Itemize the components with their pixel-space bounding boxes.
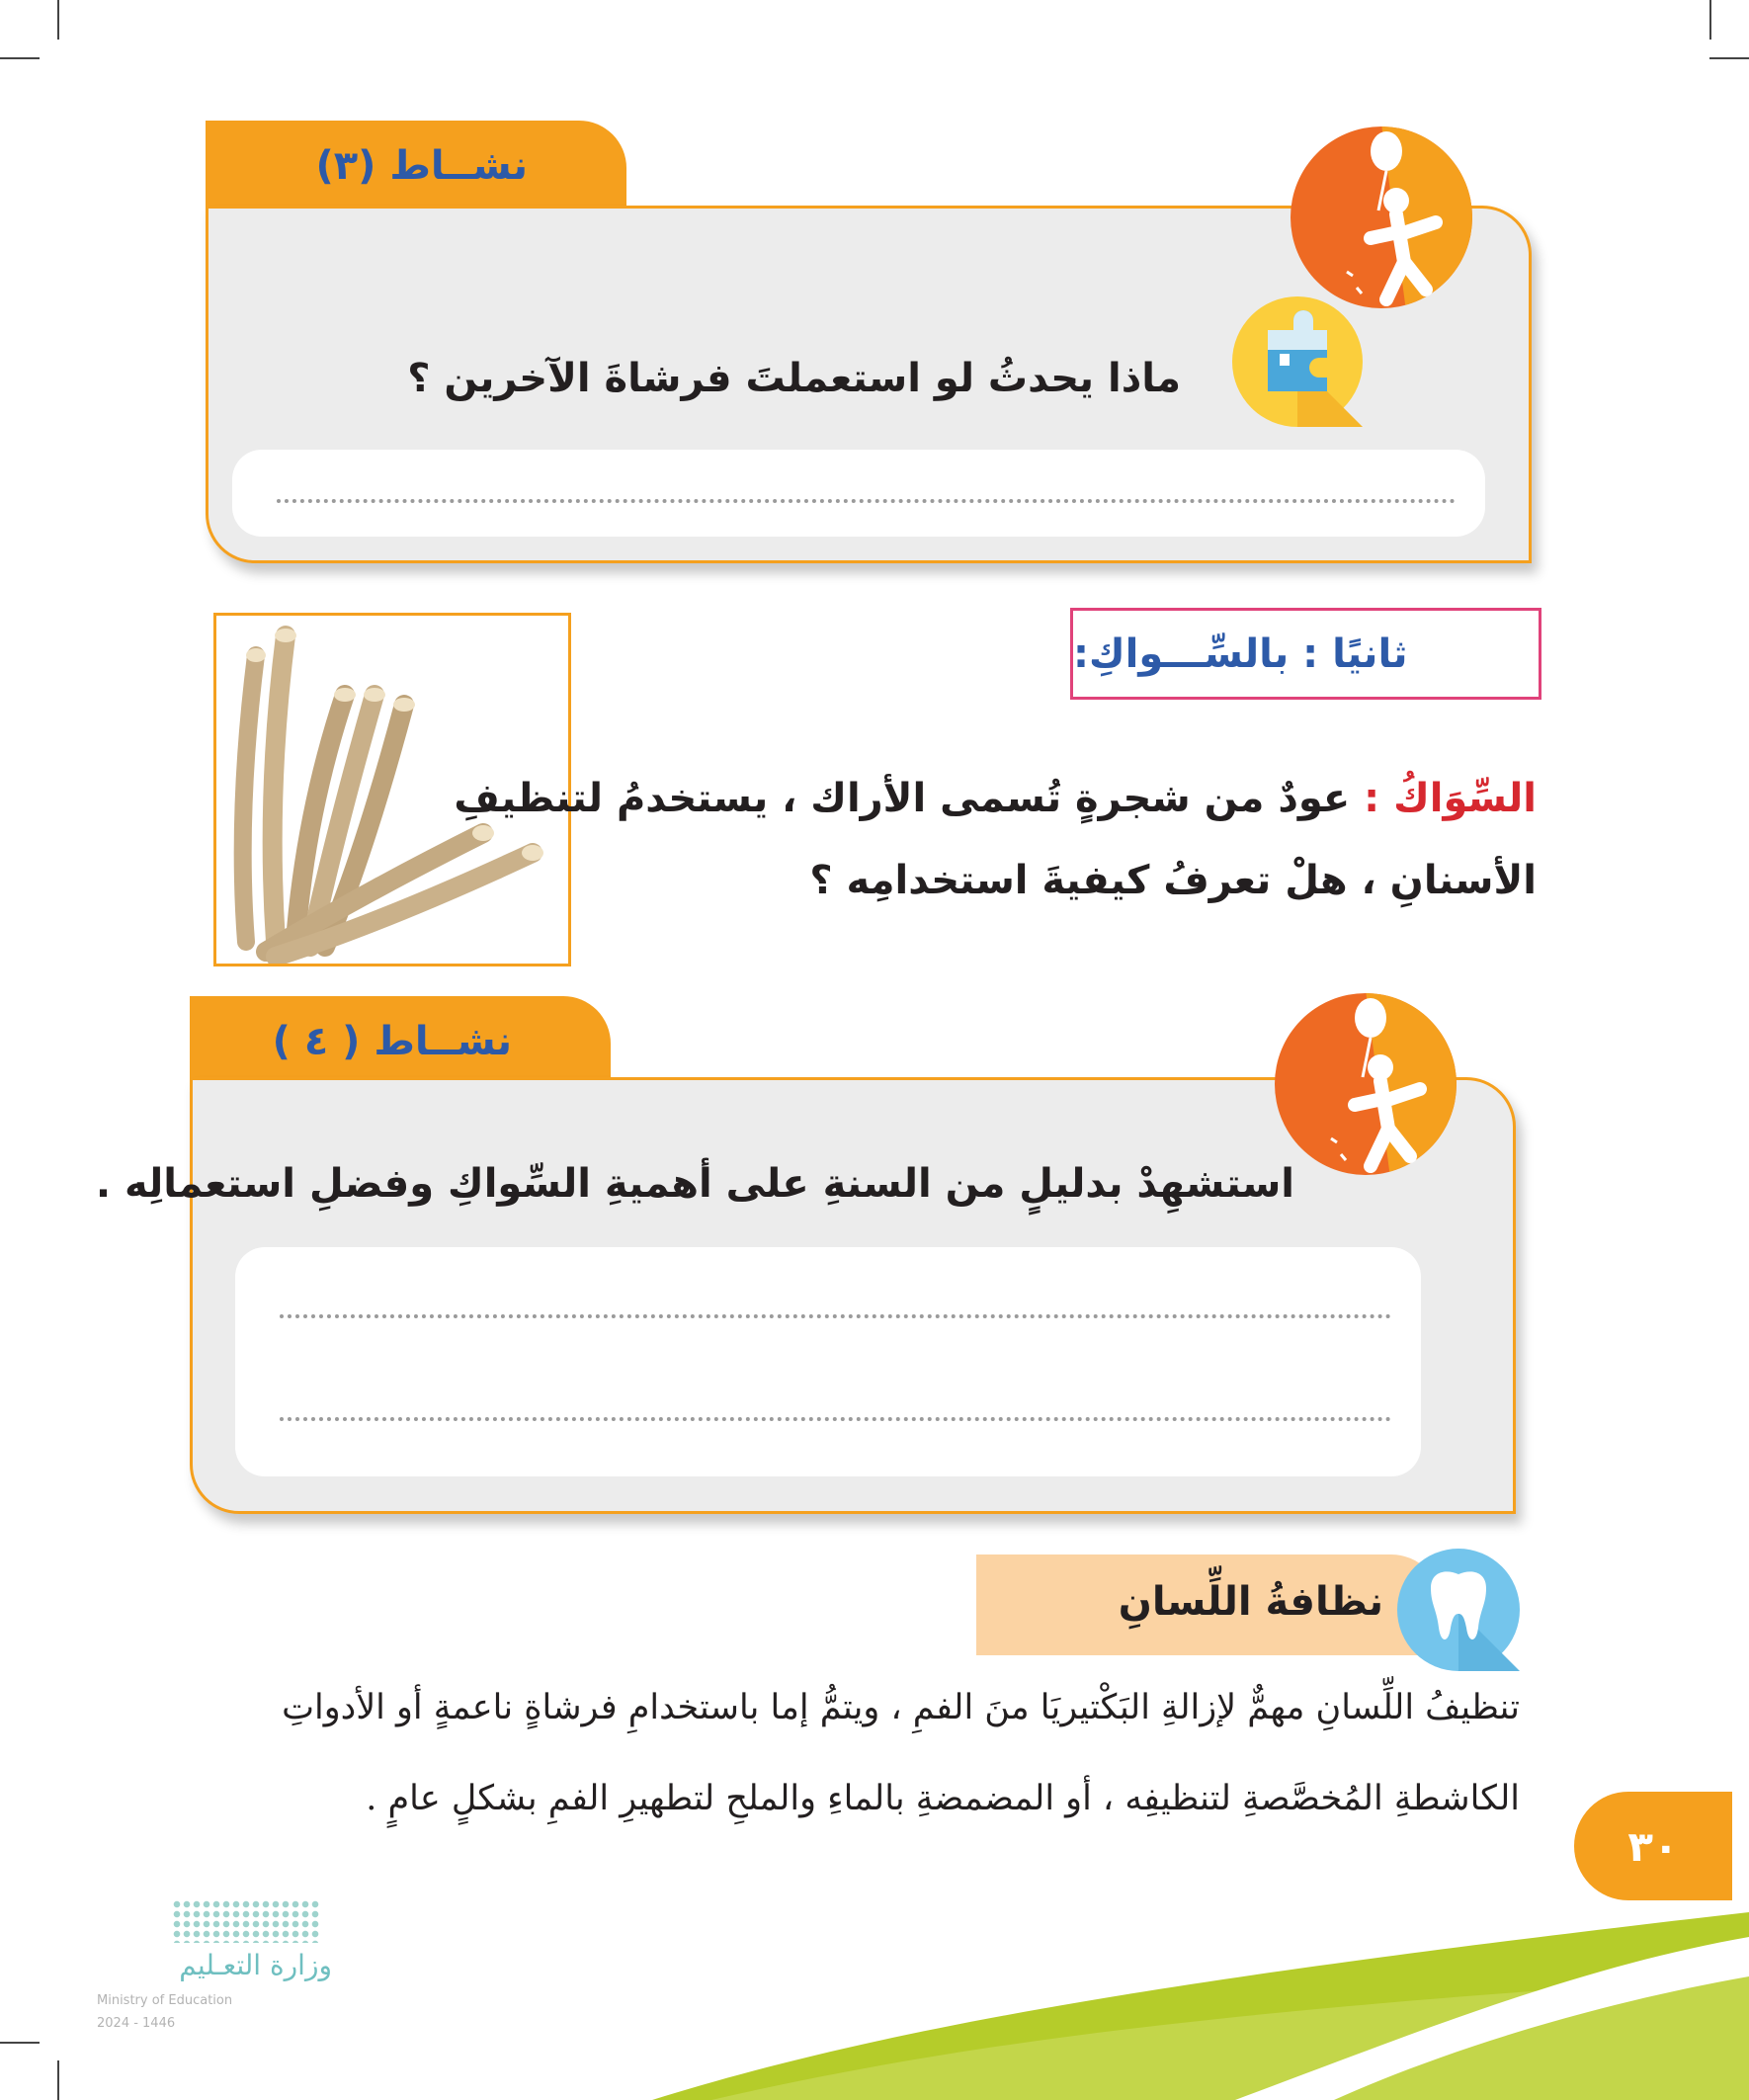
siwak-definition-line2: الأسنانِ ، هلْ تعرفُ كيفيةَ استخدامِه ؟ [809, 858, 1537, 903]
siwak-heading: ثانيًا : بالسِّـــواكِ: [1073, 630, 1408, 677]
activity-4-label: نشــاط ( ٤ ) [272, 1019, 512, 1064]
tongue-heading: نظافةُ اللِّسانِ [1118, 1579, 1383, 1625]
activity-3-question: ماذا يحدثُ لو استعملتَ فرشاةَ الآخرين ؟ [407, 356, 1181, 401]
logo-dots [172, 1899, 320, 1943]
activity-4-question: استشهِدْ بدليلٍ من السنةِ على أهميةِ السِّواكِ وفضلِ استعمالِه . [95, 1161, 1294, 1207]
siwak-colon: : [1350, 776, 1394, 821]
siwak-definition-line1: عودٌ من شجرةٍ تُسمى الأراك ، يستخدمُ لتنظيفِ [454, 776, 1351, 821]
ministry-year: 2024 - 1446 [97, 2016, 176, 2031]
siwak-term: السِّوَاكُ [1393, 776, 1537, 821]
ministry-name-ar: وزارة التعـليم [179, 1949, 332, 1981]
ministry-logo [95, 1899, 332, 2058]
ministry-name-en: Ministry of Education [97, 1993, 233, 2008]
page-number: ٣٠ [1627, 1821, 1679, 1871]
tongue-paragraph-line1: تنظيفُ اللِّسانِ مهمٌّ لإزالةِ البَكْتيريَا منَ الفمِ ، ويتمُّ إما باستخدامِ فرشاةٍ ناعمةٍ أو الأدواتِ [282, 1688, 1520, 1727]
activity-3-label: نشــاط (٣) [315, 143, 528, 189]
tongue-paragraph-line2: الكاشطةِ المُخصَّصةِ لتنظيفِه ، أو المضمضةِ بالماءِ والملحِ لتطهيرِ الفمِ بشكلٍ عامٍ . [366, 1779, 1520, 1818]
